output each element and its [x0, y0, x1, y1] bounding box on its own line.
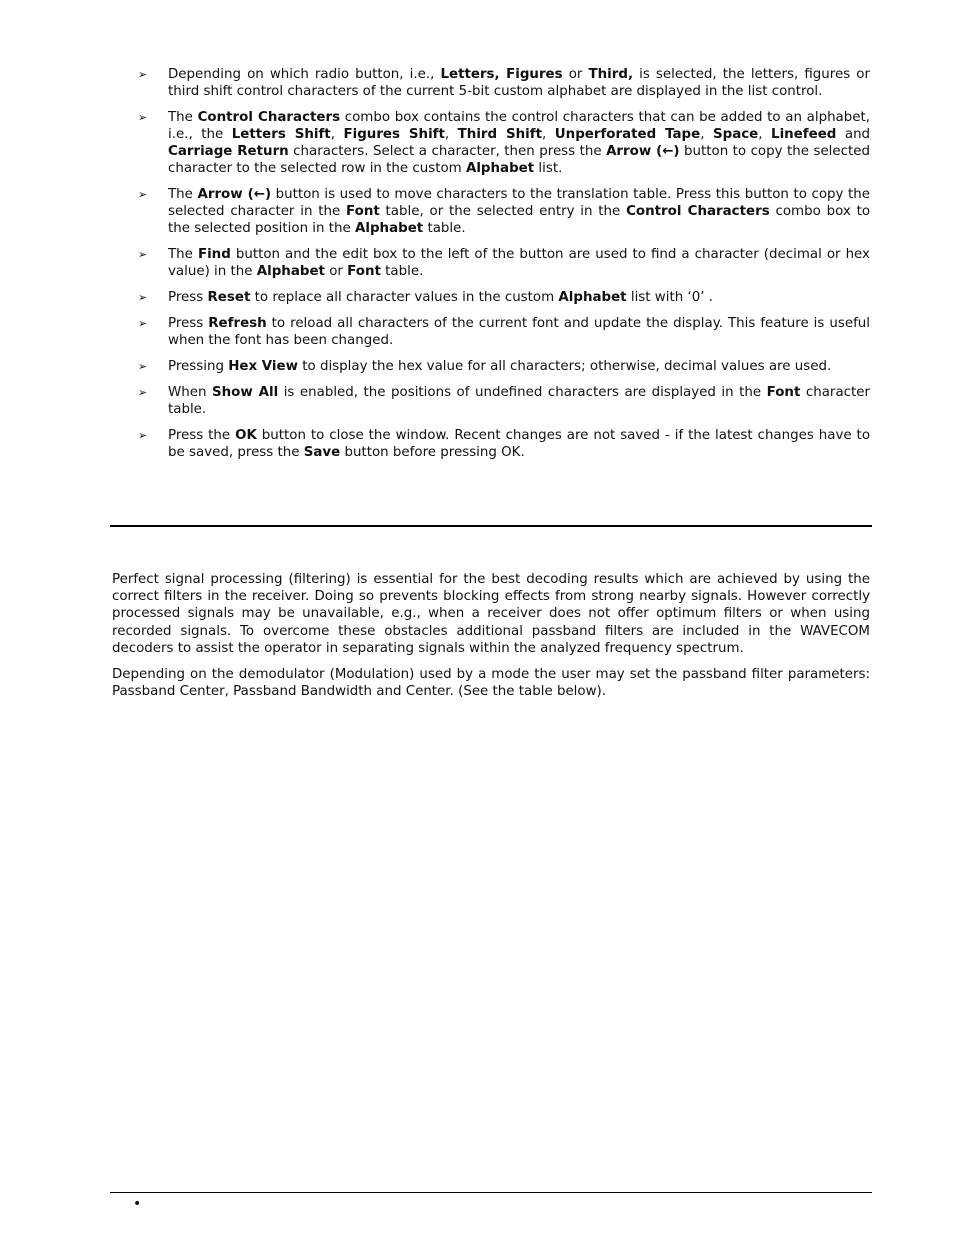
bullet-item — [136, 358, 870, 375]
bold-term: Letters, Figures — [440, 67, 563, 82]
bold-term: Control Characters — [626, 204, 770, 219]
bullet-item — [136, 427, 870, 461]
bullet-text: , — [330, 127, 344, 142]
bold-term: Space — [712, 127, 759, 142]
bullet-text: button to copy the selected character to the selected row in the custom — [168, 144, 870, 176]
arrow-bullet-icon: ➢ — [138, 248, 148, 261]
bullet-text: , — [542, 127, 555, 142]
bullet-text: is selected, the letters, figures or third shift control characters of the current 5-bit custom alphabet are displayed in the list control. — [168, 67, 870, 99]
bullet-item — [136, 289, 870, 306]
bold-term: Alphabet — [465, 161, 535, 176]
bold-term: Hex View — [228, 359, 298, 374]
bold-term: Arrow (←) — [197, 187, 272, 202]
bold-term: Unperforated Tape — [554, 127, 701, 142]
bold-term: Font — [766, 385, 801, 400]
paragraph-signal-processing: Perfect signal processing (filtering) is essential for the best decoding results which are achieved by using the correct filters in the receiver. Doing so prevents blocking effects from strong nearby signals. However correctly processed signals may be unavailable, e.g., when a receiver does not offer optimum filters or when using recorded signals. To overcome these obstacles additional passband filters are included in the WAVECOM decoders to assist the operator in separating signals within the analyzed frequency spectrum. — [112, 572, 870, 656]
bullet-text: list. — [534, 161, 563, 176]
bullet-text: to reload all characters of the current font and update the display. This feature is useful when the font has been changed. — [168, 316, 871, 348]
bold-term: Carriage Return — [168, 144, 289, 159]
bold-term: Alphabet — [256, 264, 325, 279]
bullet-text: button and the edit box to the left of the button are used to find a character (decimal or hex value) in the — [168, 247, 870, 279]
bullet-item — [136, 246, 870, 280]
arrow-bullet-icon: ➢ — [138, 360, 148, 373]
bullet-text: button to close the window. Recent changes are not saved - if the latest changes have to be saved, press the — [168, 428, 871, 460]
paragraph-demodulator: Depending on the demodulator (Modulation) used by a mode the user may set the passband filter parameters: Passband Center, Passband Bandwidth and Center. (See the table below). — [112, 667, 870, 700]
bullet-text: When — [168, 385, 212, 400]
bold-term: Reset — [207, 290, 251, 305]
bold-term: OK — [235, 428, 257, 443]
bullet-text: button is used to move characters to the translation table. Press this button to copy the selected character in the — [168, 187, 870, 219]
bullet-text: or — [324, 264, 348, 279]
bold-term: Find — [197, 247, 231, 262]
bullet-text: combo box contains the control characters that can be added to an alphabet, i.e., the — [168, 110, 871, 142]
footer-divider — [110, 1192, 872, 1193]
bold-term: Letters Shift — [231, 127, 331, 142]
bullet-text: list with ‘0’ . — [626, 290, 713, 305]
bold-term: Alphabet — [355, 221, 424, 236]
bullet-text: is enabled, the positions of undefined characters are displayed in the — [278, 385, 767, 400]
bold-term: Third, — [588, 67, 634, 82]
bullet-text: to display the hex value for all characters; otherwise, decimal values are used. — [297, 359, 832, 374]
bold-term: Show All — [211, 385, 279, 400]
feature-bullet-list — [136, 66, 870, 470]
footer-bullet: • — [133, 1196, 142, 1212]
bullet-text: The — [168, 110, 198, 125]
bold-term: Third Shift — [457, 127, 543, 142]
bullet-text: Depending on which radio button, i.e., — [168, 67, 441, 82]
bullet-item — [136, 384, 870, 418]
bold-term: Alphabet — [558, 290, 627, 305]
bold-term: Font — [347, 264, 381, 279]
arrow-bullet-icon: ➢ — [138, 429, 148, 442]
arrow-bullet-icon: ➢ — [138, 111, 148, 124]
bullet-text: The — [168, 247, 198, 262]
bold-term: Linefeed — [771, 127, 837, 142]
bullet-item — [136, 186, 870, 237]
bullet-text: Press the — [168, 428, 236, 443]
bullet-text: or — [562, 67, 589, 82]
bullet-text: , — [444, 127, 458, 142]
bullet-item — [136, 315, 870, 349]
bold-term: Font — [346, 204, 380, 219]
bullet-item — [136, 66, 870, 100]
bullet-item — [136, 109, 870, 177]
bullet-text: , — [758, 127, 772, 142]
arrow-bullet-icon: ➢ — [138, 68, 148, 81]
bold-term: Arrow (←) — [606, 144, 680, 159]
bullet-text: Pressing — [168, 359, 229, 374]
bullet-text: The — [168, 187, 198, 202]
arrow-bullet-icon: ➢ — [138, 188, 148, 201]
bullet-text: Press — [168, 316, 209, 331]
bold-term: Control Characters — [197, 110, 341, 125]
section-divider — [110, 525, 872, 527]
bold-term: Figures Shift — [343, 127, 445, 142]
arrow-bullet-icon: ➢ — [138, 386, 148, 399]
bullet-text: table. — [380, 264, 424, 279]
bullet-text: characters. Select a character, then press the — [288, 144, 607, 159]
passband-section — [112, 571, 870, 709]
bullet-text: table. — [423, 221, 466, 236]
bold-term: Save — [303, 445, 341, 460]
bold-term: Refresh — [208, 316, 267, 331]
bullet-text: character table. — [168, 385, 871, 417]
bullet-text: Press — [168, 290, 208, 305]
bullet-text: to replace all character values in the custom — [250, 290, 559, 305]
bullet-text: combo box to the selected position in the — [168, 204, 871, 236]
bullet-text: , — [700, 127, 713, 142]
bullet-text: button before pressing OK. — [340, 445, 525, 460]
bullet-text: and — [836, 127, 871, 142]
arrow-bullet-icon: ➢ — [138, 291, 148, 304]
arrow-bullet-icon: ➢ — [138, 317, 148, 330]
bullet-text: table, or the selected entry in the — [379, 204, 627, 219]
